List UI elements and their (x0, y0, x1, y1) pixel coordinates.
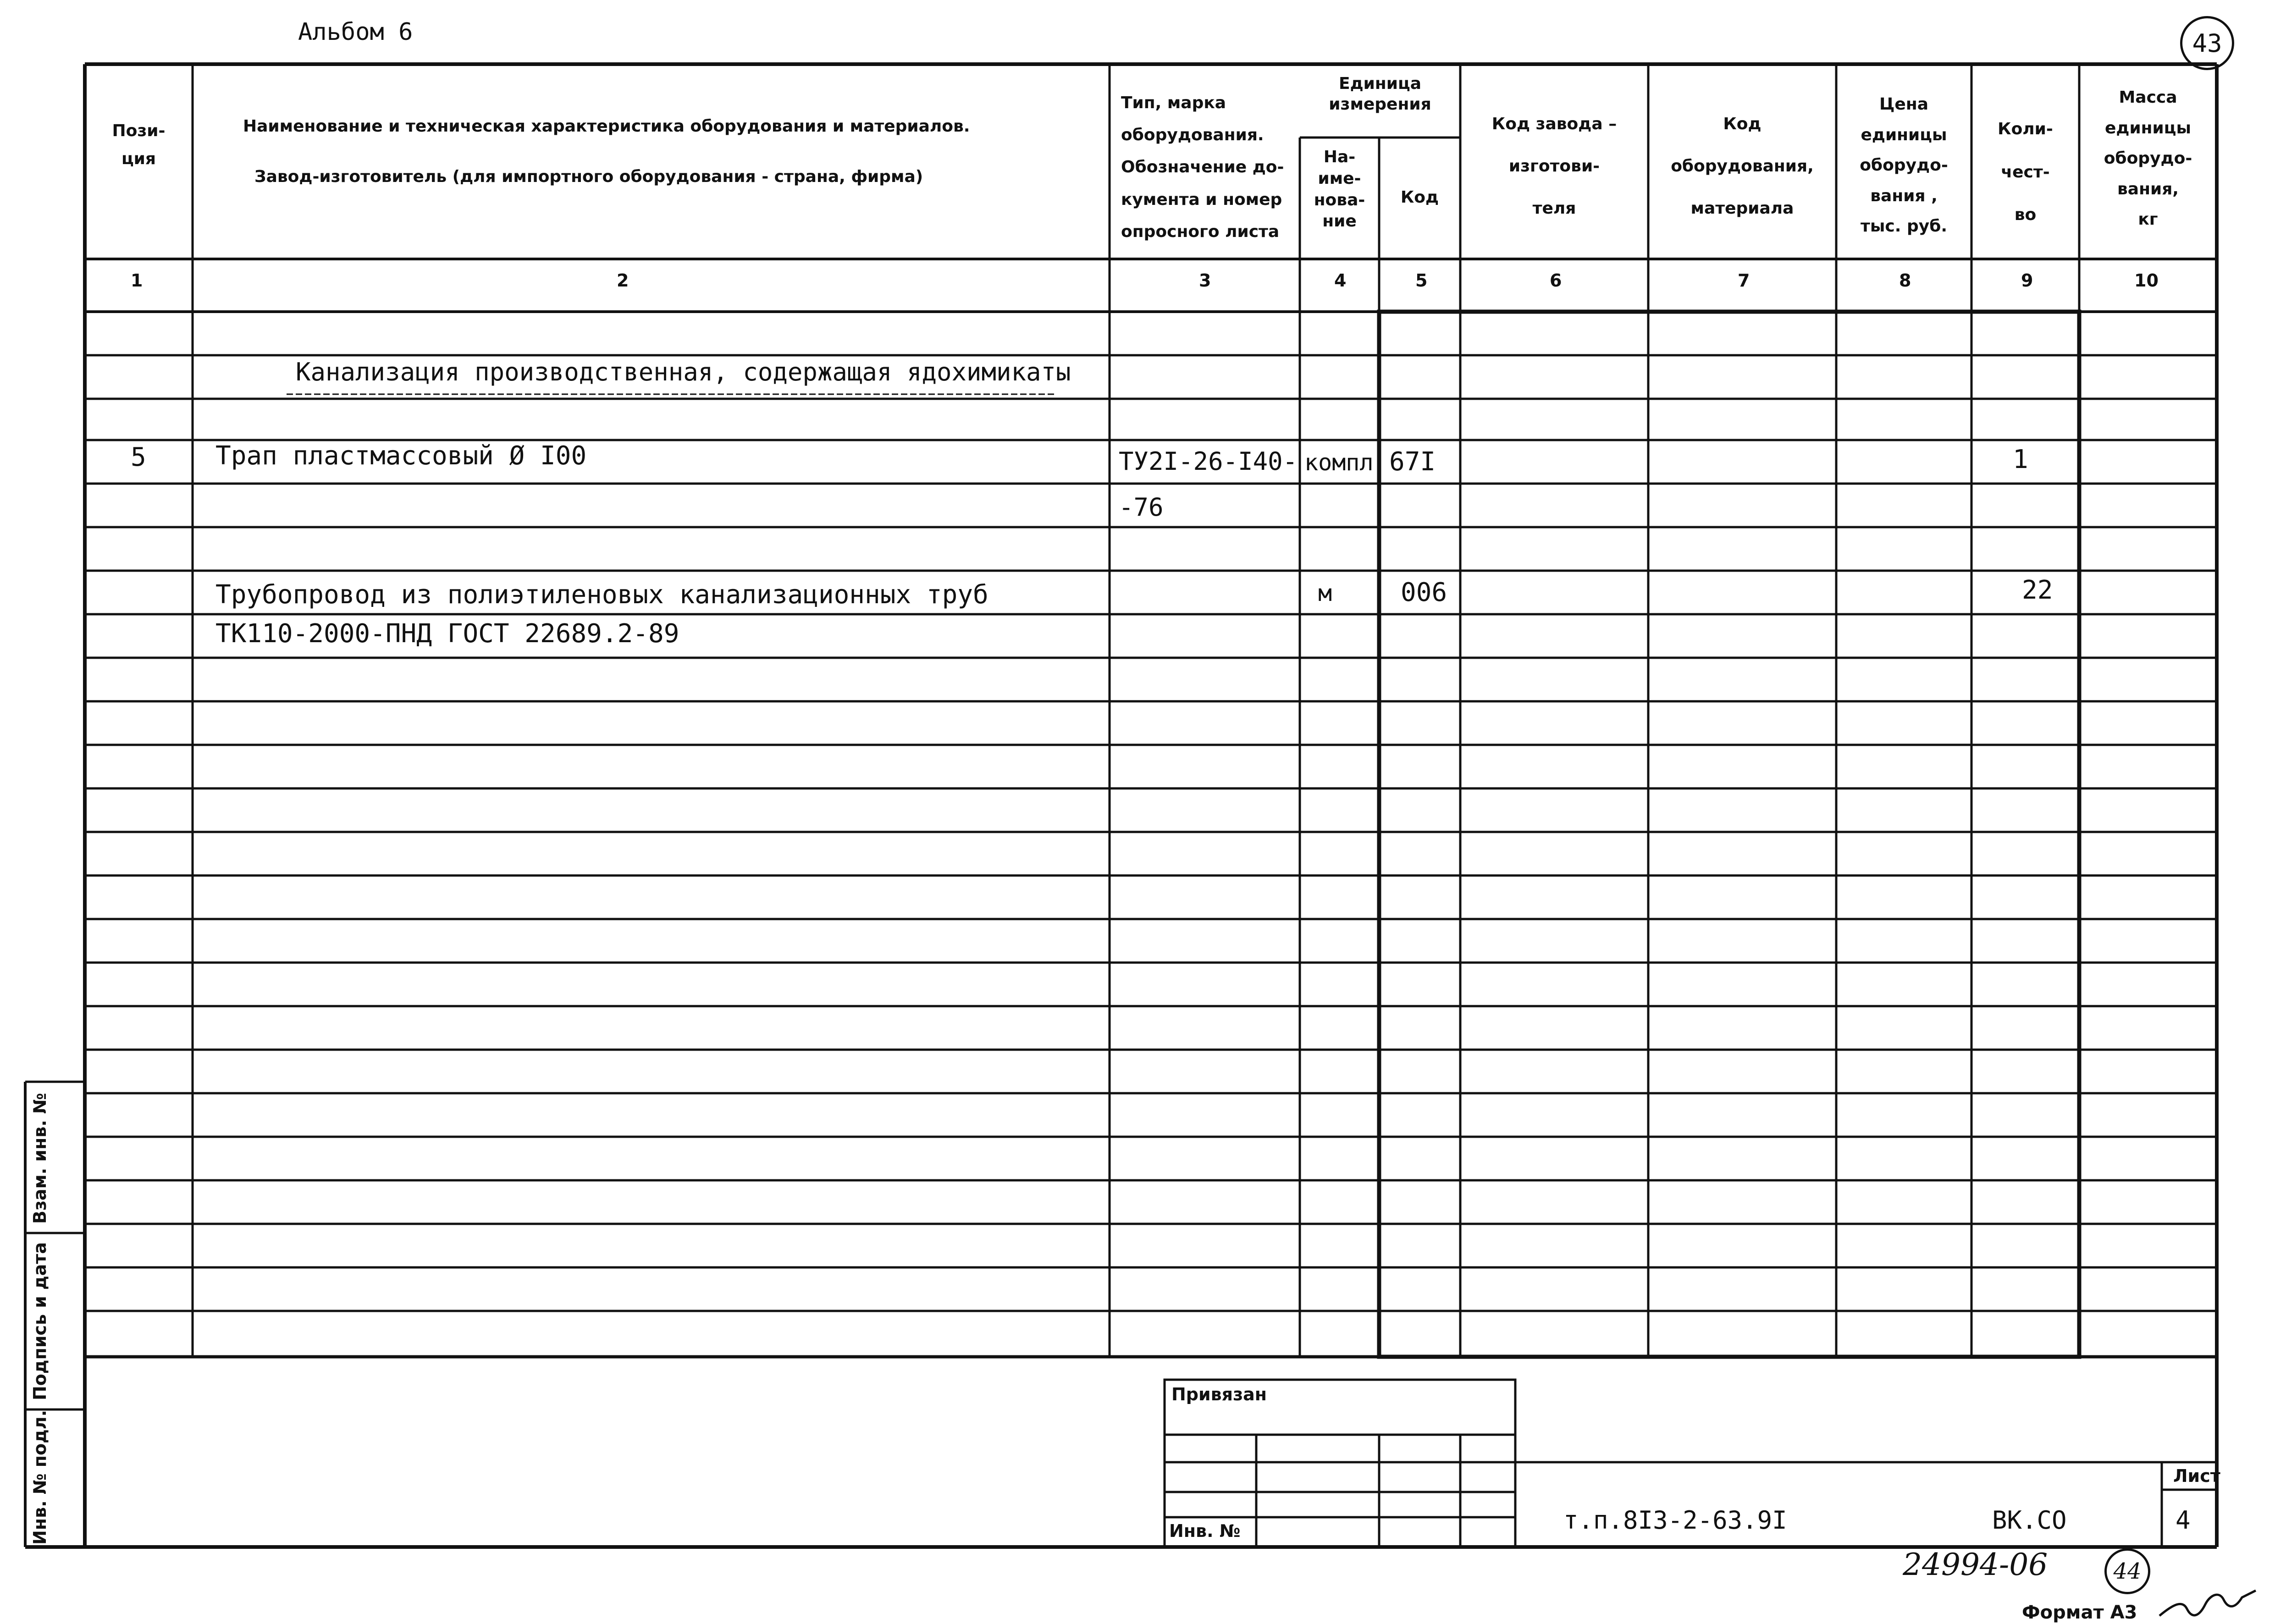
header-mass: Масса единицы оборудо- вания, кг (2104, 88, 2192, 229)
item1-position: 5 (131, 442, 146, 472)
header-name-line2: Завод-изготовитель (для импортного оборудования - страна, фирма) (254, 167, 923, 186)
column-number-7: 7 (1738, 270, 1750, 291)
item2-unit-code: 006 (1401, 578, 1447, 607)
signature-mark (2155, 1572, 2260, 1623)
stamp-list-label: Лист (2173, 1466, 2220, 1486)
column-numbers-row (0, 270, 2275, 298)
item1-unit-code: 67I (1389, 447, 1436, 477)
stamp-doc-mark: ВК.СО (1992, 1506, 2067, 1535)
item1-type-line2: -76 (1119, 493, 1164, 522)
stamp-list-number: 4 (2176, 1506, 2191, 1535)
side-label-inv-podl: Инв. № подл. (30, 1409, 50, 1545)
header-quantity: Коли- чест- во (1998, 120, 2053, 225)
format-label: Формат А3 (2022, 1602, 2137, 1623)
header-unit: Единица измерения (1329, 74, 1431, 114)
header-equipment-code: Код оборудования, материала (1671, 115, 1814, 218)
item2-quantity: 22 (2022, 575, 2053, 605)
column-number-9: 9 (2021, 270, 2033, 291)
stamp-privyazan: Привязан (1171, 1384, 1267, 1404)
circled-number-badge (2104, 1548, 2150, 1594)
item1-unit: компл (1304, 449, 1374, 476)
header-unit-name: На- име- нова- ние (1314, 148, 1365, 231)
circled-number: 44 (2113, 1558, 2142, 1584)
column-number-2: 2 (617, 270, 629, 291)
header-name-line1: Наименование и техническая характеристика оборудования и материалов. (243, 117, 970, 136)
column-number-10: 10 (2134, 270, 2159, 291)
header-unit-code: Код (1400, 188, 1439, 207)
column-number-6: 6 (1550, 270, 1562, 291)
column-number-1: 1 (131, 270, 143, 291)
header-type: Тип, марка оборудования. Обозначение до- кумента и номер опросного листа (1121, 94, 1284, 241)
item2-name-line1: Трубопровод из полиэтиленовых канализационных труб (215, 580, 988, 610)
stamp-doc-code: т.п.8I3-2-63.9I (1563, 1506, 1787, 1535)
item2-unit: м (1318, 580, 1332, 606)
album-label: Альбом 6 (298, 18, 413, 46)
page-number: 43 (2192, 28, 2222, 58)
item1-quantity: 1 (2013, 445, 2028, 474)
side-label-podpis: Подпись и дата (30, 1242, 50, 1400)
column-number-5: 5 (1415, 270, 1428, 291)
stamp-inv-no: Инв. № (1169, 1521, 1241, 1541)
side-label-vzam: Взам. инв. № (30, 1093, 50, 1224)
item1-name: Трап пластмассовый Ø I00 (215, 441, 587, 471)
column-number-4: 4 (1334, 270, 1347, 291)
column-number-3: 3 (1199, 270, 1211, 291)
header-position: Пози- ция (112, 121, 166, 169)
item2-name-line2: ТК110-2000-ПНД ГОСТ 22689.2-89 (215, 619, 679, 649)
header-price: Цена единицы оборудо- вания , тыс. руб. (1860, 95, 1948, 236)
archive-number: 24994-06 (1903, 1547, 2048, 1582)
header-plant-code: Код завода – изготови- теля (1491, 115, 1617, 218)
item1-type-line1: ТУ2I-26-I40- (1119, 447, 1298, 476)
section-title: Канализация производственная, содержащая ядохимикаты (296, 358, 1071, 386)
column-number-8: 8 (1899, 270, 1911, 291)
